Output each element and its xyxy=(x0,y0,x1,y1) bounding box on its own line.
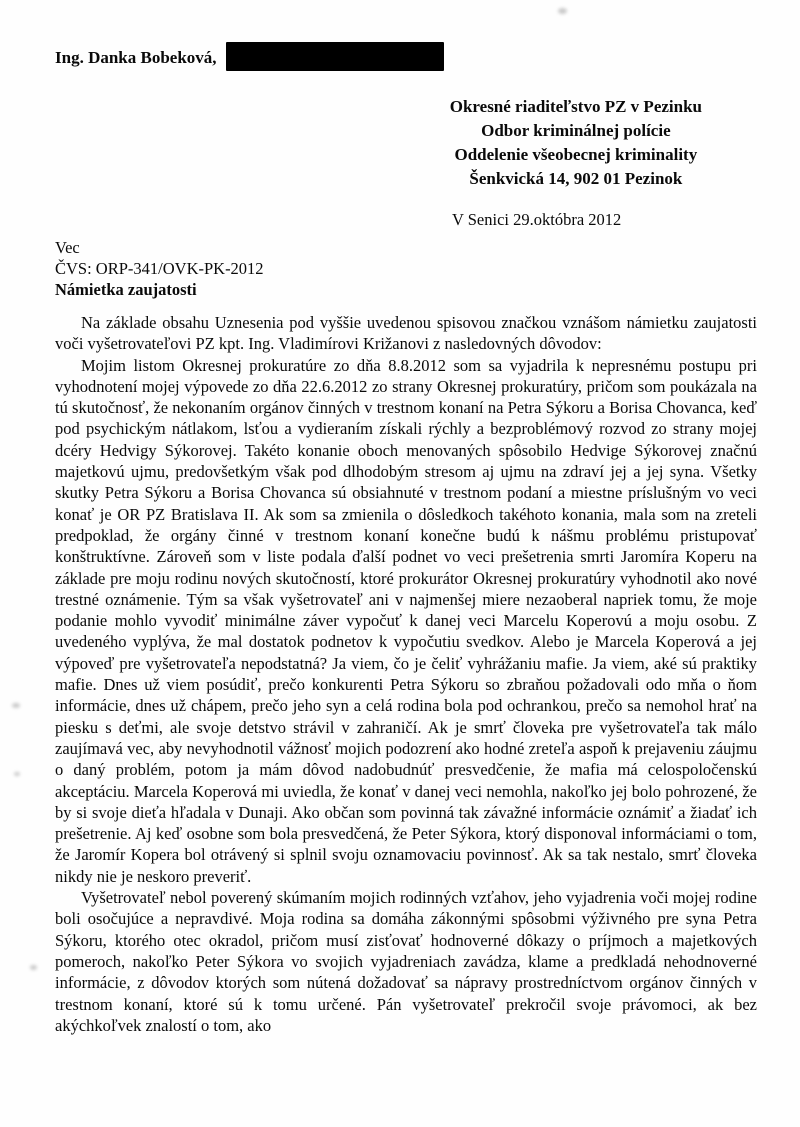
scan-artifact xyxy=(14,772,20,776)
scan-artifact xyxy=(30,965,37,970)
subject-title: Námietka zaujatosti xyxy=(55,280,197,299)
recipient-line-2: Odbor kriminálnej polície xyxy=(481,121,671,140)
recipient-line-4: Šenkvická 14, 902 01 Pezinok xyxy=(469,169,683,188)
case-number: ČVS: ORP-341/OVK-PK-2012 xyxy=(55,259,264,278)
body-paragraph-2: Mojim listom Okresnej prokuratúre zo dňa 8.8.2012 som sa vyjadrila k nepresnému postupu pri vyhodnotení mojej výpovede zo dňa 22.6.2012 zo strany Okresnej prokuratúry, pričom som poukázala na tú skutočnosť, že nekonaním orgánov činných v trestnom konaní na Petra Sýkoru a Borisa Chovanca, keď pod psychickým nátlakom, lsťou a vydieraním získali rýchly a bezproblémový rozvod zo strany mojej dcéry Hedvigy Sýkorovej. Takéto konanie oboch menovaných spôsobilo Hedvige Sýkorovej značnú majetkovú ujmu, predovšetkým však pod dlhodobým stresom aj ujmu na zdraví jej a jej syna. Všetky skutky Petra Sýkoru a Borisa Chovanca sú obsiahnuté v trestnom podaní a miestne príslušným vo veci konať je OR PZ Bratislava II. Ak som sa zmienila o dôsledkoch takéhoto konania, mala som na zreteli predpoklad, že orgány činné v trestnom konaní konečne budú k nášmu problému pristupovať konštruktívne. Zároveň som v liste podala ďalší podnet vo veci prešetrenia smrti Jaromíra Koperu na základe pre moju rodinu nových skutočností, ktoré prokurátor Okresnej prokuratúry vyhodnotil ako nové trestné oznámenie. Tým sa však vyšetrovateľ ani v najmenšej miere nezaoberal napriek tomu, že moje podanie mohlo vyvodiť minimálne záver vypočuť k danej veci Marcelu Koperovú a moju osobu. Z uvedeného vyplýva, že mal dostatok podnetov k vypočutiu svedkov. Alebo je Marcela Koperová a jej výpoveď pre vyšetrovateľa nepodstatná? Ja viem, čo je čeliť vyhrážaniu mafie. Ja viem, aké sú praktiky mafie. Dnes už viem posúdiť, prečo konkurenti Petra Sýkoru so zbraňou požadovali odo mňa o ňom informácie, dnes už chápem, prečo jeho syn a celá rodina bola pod ochrankou, prečo sa nemohol hrať na piesku s deťmi, ale svoje detstvo strávil v zahraničí. Ak je smrť človeka pre vyšetrovateľa tak málo zaujímavá vec, aby nevyhodnotil vážnosť mojich podozrení ako hodné zreteľa aspoň k prejaveniu záujmu o daný problém, potom ja mám dôvod nadobudnúť presvedčenie, že mafia má celospoločenskú akceptáciu. Marcela Koperová mi uviedla, že konať v danej veci nemohla, nakoľko jej bolo pohrozené, že by si svoje dieťa hľadala v Dunaji. Ako občan som povinná tak závažné informácie oznámiť a žiadať ich prešetrenie. Aj keď osobne som bola presvedčená, že Peter Sýkora, ktorý disponoval informáciami o tom, že Jaromír Kopera bol otrávený si splnil svoju oznamovaciu povinnosť. Ak sa tak nestalo, smrť človeka nikdy nie je neskoro preveriť. xyxy=(55,355,757,886)
subject-block xyxy=(55,237,264,300)
recipient-line-3: Oddelenie všeobecnej kriminality xyxy=(454,145,698,164)
scan-artifact xyxy=(12,703,20,708)
dateline: V Senici 29.októbra 2012 xyxy=(452,210,622,229)
recipient-line-1: Okresné riaditeľstvo PZ v Pezinku xyxy=(449,97,702,116)
sender-name: Ing. Danka Bobeková, xyxy=(55,48,217,67)
body-paragraph-3: Vyšetrovateľ nebol poverený skúmaním mojich rodinných vzťahov, jeho vyjadrenia voči mojej rodine boli osočujúce a nepravdivé. Moja rodina sa domáha zákonnými spôsobmi výživného pre syna Petra Sýkoru, ktorého otec okradol, pričom musí zisťovať hodnoverné dôkazy o príjmoch a majetkových pomeroch, nakoľko Peter Sýkora vo svojich vyjadreniach zavádza, klame a predkladá nehodnoverné informácie, z dôvodov ktorých som nútená dožadovať sa nápravy prostredníctvom orgánov činných v trestnom konaní, ktoré sú k tomu určené. Pán vyšetrovateľ prekročil svoje právomoci, ak bez akýchkoľvek znalostí o tom, ako xyxy=(55,888,757,1035)
scan-artifact xyxy=(558,8,567,14)
letter-body xyxy=(55,312,757,1036)
recipient-address xyxy=(450,95,702,191)
sender-line xyxy=(55,44,444,71)
redaction-bar xyxy=(226,44,444,71)
body-paragraph-1: Na základe obsahu Uznesenia pod vyššie uvedenou spisovou značkou vznášom námietku zaujatosti voči vyšetrovateľovi PZ kpt. Ing. Vladimírovi Križanovi z nasledovných dôvodov: xyxy=(55,313,757,354)
subject-label: Vec xyxy=(55,238,80,257)
